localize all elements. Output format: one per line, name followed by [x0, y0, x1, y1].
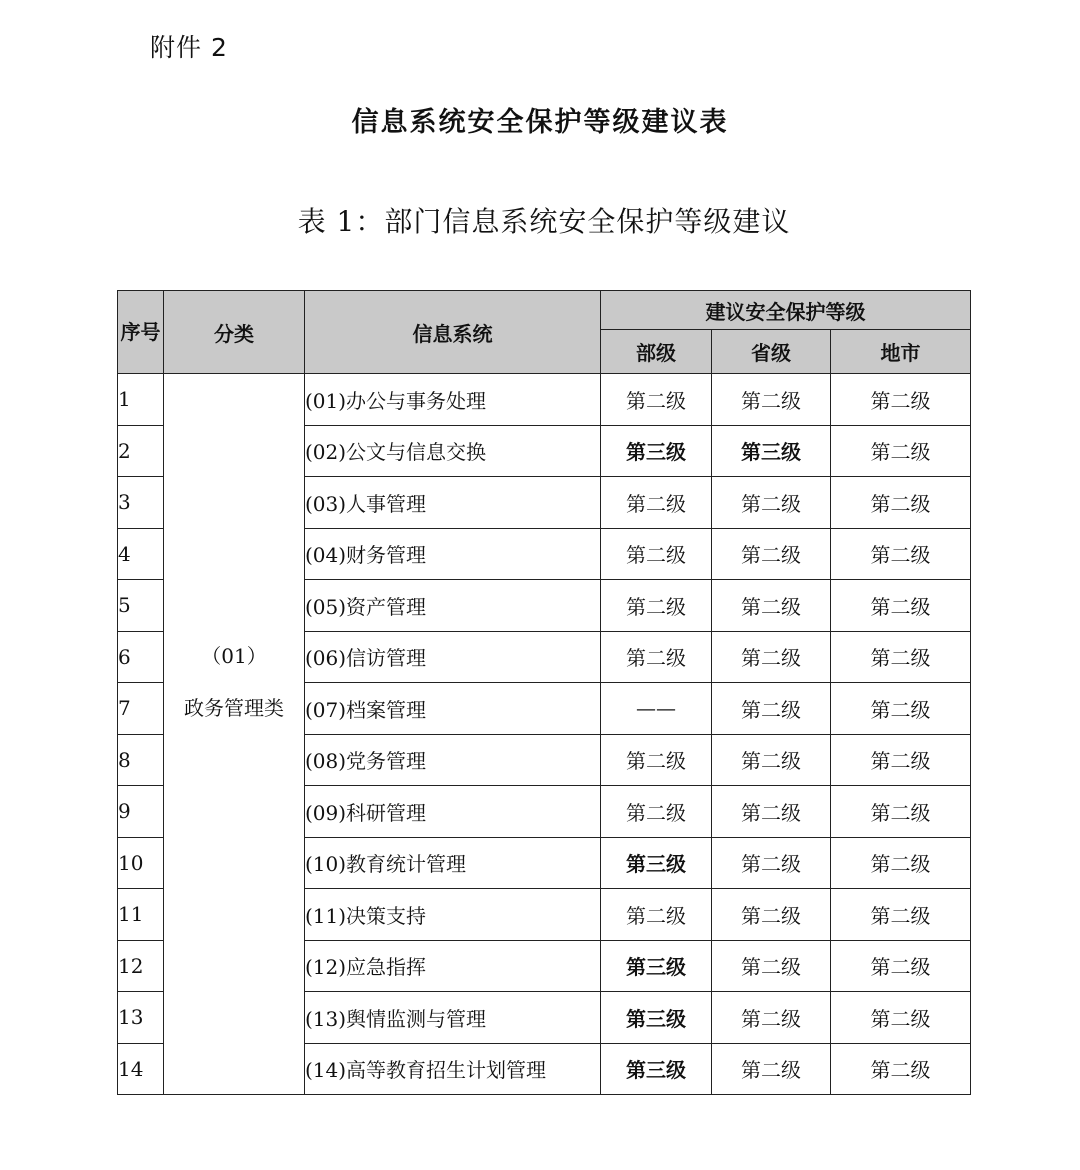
row-level-city: 第二级	[831, 940, 971, 992]
row-level-ministry: 第二级	[601, 580, 712, 632]
category-code: （01）	[201, 644, 267, 668]
row-level-city: 第二级	[831, 528, 971, 580]
row-level-city: 第二级	[831, 425, 971, 477]
row-level-ministry: 第三级	[601, 1043, 712, 1095]
security-level-table	[117, 290, 971, 1095]
row-level-ministry: 第三级	[601, 425, 712, 477]
row-level-province: 第二级	[712, 374, 831, 426]
header-province: 省级	[712, 330, 831, 374]
row-system: (05)资产管理	[305, 580, 601, 632]
category-cell	[164, 374, 305, 1095]
row-seq: 14	[118, 1043, 164, 1095]
row-seq: 10	[118, 837, 164, 889]
table-row	[118, 374, 971, 426]
row-seq: 6	[118, 631, 164, 683]
row-seq: 4	[118, 528, 164, 580]
row-level-province: 第二级	[712, 734, 831, 786]
row-level-ministry: 第二级	[601, 889, 712, 941]
row-seq: 1	[118, 374, 164, 426]
header-city: 地市	[831, 330, 971, 374]
row-system: (06)信访管理	[305, 631, 601, 683]
row-level-city: 第二级	[831, 683, 971, 735]
row-system: (09)科研管理	[305, 786, 601, 838]
row-level-province: 第二级	[712, 580, 831, 632]
document-title: 信息系统安全保护等级建议表	[351, 107, 729, 138]
row-seq: 13	[118, 992, 164, 1044]
row-level-ministry: 第三级	[601, 940, 712, 992]
row-level-province: 第二级	[712, 940, 831, 992]
row-level-province: 第二级	[712, 992, 831, 1044]
row-level-province: 第二级	[712, 786, 831, 838]
row-level-province: 第二级	[712, 837, 831, 889]
row-level-province: 第二级	[712, 631, 831, 683]
row-level-city: 第二级	[831, 580, 971, 632]
header-seq-label: 序号	[120, 320, 161, 344]
header-system: 信息系统	[305, 291, 601, 374]
row-seq: 8	[118, 734, 164, 786]
row-level-city: 第二级	[831, 786, 971, 838]
row-level-ministry: 第二级	[601, 734, 712, 786]
row-system: (07)档案管理	[305, 683, 601, 735]
header-seq	[118, 291, 164, 374]
row-seq: 7	[118, 683, 164, 735]
row-level-ministry: 第二级	[601, 528, 712, 580]
row-system: (02)公文与信息交换	[305, 425, 601, 477]
row-level-city: 第二级	[831, 889, 971, 941]
row-system: (13)舆情监测与管理	[305, 992, 601, 1044]
attachment-label: 附件 2	[150, 33, 228, 62]
row-level-city: 第二级	[831, 374, 971, 426]
row-seq: 9	[118, 786, 164, 838]
row-level-province: 第二级	[712, 528, 831, 580]
row-seq: 2	[118, 425, 164, 477]
row-level-city: 第二级	[831, 734, 971, 786]
row-level-city: 第二级	[831, 631, 971, 683]
row-system: (03)人事管理	[305, 477, 601, 529]
row-level-city: 第二级	[831, 992, 971, 1044]
row-level-city: 第二级	[831, 1043, 971, 1095]
row-system: (01)办公与事务处理	[305, 374, 601, 426]
row-level-province: 第二级	[712, 683, 831, 735]
row-system: (14)高等教育招生计划管理	[305, 1043, 601, 1095]
row-level-ministry: 第二级	[601, 374, 712, 426]
row-level-city: 第二级	[831, 837, 971, 889]
row-level-ministry: 第三级	[601, 837, 712, 889]
row-system: (12)应急指挥	[305, 940, 601, 992]
category-name: 政务管理类	[184, 696, 284, 720]
row-level-ministry: 第三级	[601, 992, 712, 1044]
row-level-province: 第二级	[712, 889, 831, 941]
header-row-top	[118, 291, 971, 330]
row-level-province: 第三级	[712, 425, 831, 477]
header-category: 分类	[164, 291, 305, 374]
row-level-province: 第二级	[712, 1043, 831, 1095]
row-level-ministry: 第二级	[601, 631, 712, 683]
row-level-province: 第二级	[712, 477, 831, 529]
row-seq: 12	[118, 940, 164, 992]
row-seq: 3	[118, 477, 164, 529]
table-caption: 表 1：部门信息系统安全保护等级建议	[297, 205, 791, 238]
row-level-ministry: ——	[601, 683, 712, 735]
row-seq: 11	[118, 889, 164, 941]
table-body	[118, 374, 971, 1095]
row-seq: 5	[118, 580, 164, 632]
row-system: (04)财务管理	[305, 528, 601, 580]
header-ministry: 部级	[601, 330, 712, 374]
row-system: (08)党务管理	[305, 734, 601, 786]
row-system: (11)决策支持	[305, 889, 601, 941]
row-level-ministry: 第二级	[601, 786, 712, 838]
row-level-city: 第二级	[831, 477, 971, 529]
row-system: (10)教育统计管理	[305, 837, 601, 889]
header-recommended-level: 建议安全保护等级	[601, 291, 971, 330]
row-level-ministry: 第二级	[601, 477, 712, 529]
